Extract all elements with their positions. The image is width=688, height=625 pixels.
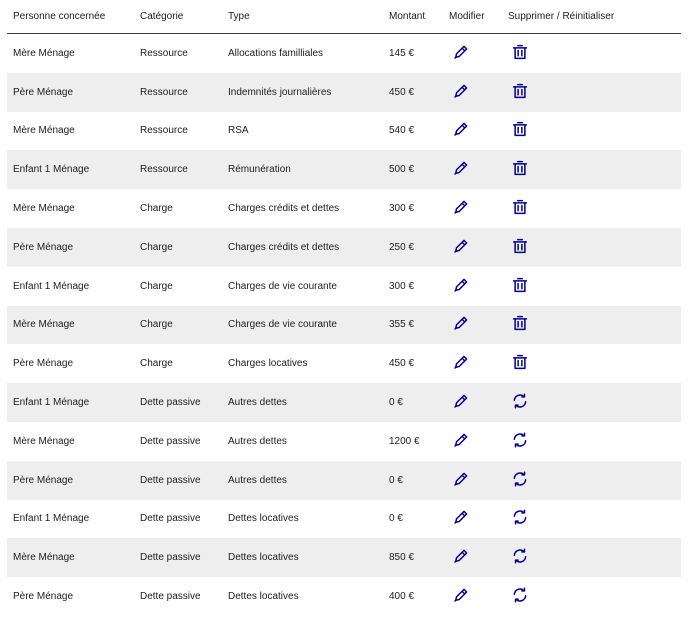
edit-button[interactable] [452, 470, 470, 488]
delete-button[interactable] [511, 198, 529, 216]
cell-category: Dette passive [140, 435, 201, 447]
cell-category: Charge [140, 203, 173, 215]
reset-button[interactable] [511, 586, 529, 604]
table-row [7, 150, 681, 189]
cell-action [502, 189, 681, 228]
header-category: Catégorie [134, 0, 222, 34]
cell-type: Autres dettes [222, 383, 383, 422]
table-row [7, 461, 681, 500]
cell-amount: 450 € [389, 358, 415, 370]
cell-person: Enfant 1 Ménage [13, 513, 90, 525]
delete-button[interactable] [511, 43, 529, 61]
edit-button[interactable] [452, 237, 470, 255]
cell-action [502, 267, 681, 306]
trash-icon [511, 159, 529, 177]
trash-icon [511, 82, 529, 100]
cell-person: Père Ménage [7, 228, 134, 267]
cell-edit [443, 306, 502, 345]
cell-type: Charges de vie courante [228, 280, 337, 292]
cell-amount: 250 € [383, 228, 443, 267]
refresh-icon [511, 392, 529, 410]
cell-edit [443, 422, 502, 461]
cell-edit [443, 538, 502, 577]
cell-amount: 450 € [383, 73, 443, 112]
trash-icon [511, 43, 529, 61]
cell-category: Charge [134, 228, 222, 267]
cell-action [502, 344, 681, 383]
cell-person: Mère Ménage [13, 435, 75, 447]
cell-action [502, 500, 681, 539]
header-row [7, 0, 681, 34]
pencil-icon [452, 198, 470, 216]
refresh-icon [511, 547, 529, 565]
cell-action [502, 228, 681, 267]
cell-edit [443, 228, 502, 267]
cell-amount: 145 € [389, 47, 415, 59]
header-action: Supprimer / Réinitialiser [502, 0, 681, 34]
pencil-icon [452, 120, 470, 138]
cell-edit [443, 267, 502, 306]
cell-category: Dette passive [134, 461, 222, 500]
cell-action [502, 73, 681, 112]
cell-action [502, 34, 681, 73]
cell-edit [443, 383, 502, 422]
delete-button[interactable] [511, 314, 529, 332]
edit-button[interactable] [452, 276, 470, 294]
cell-person: Père Ménage [13, 358, 74, 370]
reset-button[interactable] [511, 392, 529, 410]
cell-category: Ressource [140, 47, 188, 59]
trash-icon [511, 237, 529, 255]
cell-person: Mère Ménage [7, 538, 134, 577]
edit-button[interactable] [452, 392, 470, 410]
table-row [7, 73, 681, 112]
table-row [7, 577, 681, 616]
cell-type: Indemnités journalières [222, 73, 383, 112]
cell-person: Père Ménage [13, 591, 74, 603]
delete-button[interactable] [511, 120, 529, 138]
header-person: Personne concernée [7, 0, 134, 34]
pencil-icon [452, 586, 470, 604]
cell-edit [443, 500, 502, 539]
pencil-icon [452, 392, 470, 410]
cell-amount: 500 € [383, 150, 443, 189]
edit-button[interactable] [452, 82, 470, 100]
cell-category: Charge [140, 358, 173, 370]
table-header [7, 0, 681, 34]
cell-edit [443, 150, 502, 189]
edit-button[interactable] [452, 586, 470, 604]
refresh-icon [511, 586, 529, 604]
cell-amount: 0 € [383, 461, 443, 500]
cell-type: Autres dettes [222, 461, 383, 500]
table-row [7, 228, 681, 267]
cell-type: Rémunération [222, 150, 383, 189]
pencil-icon [452, 470, 470, 488]
pencil-icon [452, 276, 470, 294]
table-body [7, 34, 681, 616]
edit-button[interactable] [452, 547, 470, 565]
delete-button[interactable] [511, 237, 529, 255]
cell-type: Dettes locatives [228, 591, 299, 603]
cell-amount: 400 € [389, 591, 415, 603]
table-row [7, 34, 681, 73]
cell-edit [443, 189, 502, 228]
cell-person: Enfant 1 Ménage [7, 150, 134, 189]
header-amount: Montant [383, 0, 443, 34]
pencil-icon [452, 82, 470, 100]
trash-icon [511, 198, 529, 216]
cell-edit [443, 461, 502, 500]
cell-type: Autres dettes [228, 435, 287, 447]
cell-amount: 300 € [389, 203, 415, 215]
pencil-icon [452, 431, 470, 449]
cell-type: Charges crédits et dettes [222, 228, 383, 267]
cell-edit [443, 577, 502, 616]
cell-amount: 540 € [389, 125, 415, 137]
edit-button[interactable] [452, 431, 470, 449]
budget-lines-table [7, 0, 681, 616]
refresh-icon [511, 431, 529, 449]
cell-edit [443, 112, 502, 151]
edit-button[interactable] [452, 353, 470, 371]
cell-action [502, 150, 681, 189]
cell-action [502, 577, 681, 616]
table-row [7, 306, 681, 345]
pencil-icon [452, 353, 470, 371]
cell-category: Dette passive [140, 513, 201, 525]
edit-button[interactable] [452, 159, 470, 177]
cell-person: Père Ménage [7, 461, 134, 500]
cell-category: Ressource [140, 125, 188, 137]
pencil-icon [452, 159, 470, 177]
cell-action [502, 383, 681, 422]
reset-button[interactable] [511, 470, 529, 488]
cell-person: Enfant 1 Ménage [7, 383, 134, 422]
trash-icon [511, 314, 529, 332]
reset-button[interactable] [511, 431, 529, 449]
pencil-icon [452, 547, 470, 565]
budget-table-container [7, 0, 681, 616]
reset-button[interactable] [511, 508, 529, 526]
cell-amount: 850 € [383, 538, 443, 577]
delete-button[interactable] [511, 159, 529, 177]
trash-icon [511, 120, 529, 138]
cell-person: Mère Ménage [13, 125, 75, 137]
cell-amount: 1200 € [389, 435, 420, 447]
cell-edit [443, 34, 502, 73]
cell-type: Dettes locatives [222, 538, 383, 577]
pencil-icon [452, 43, 470, 61]
trash-icon [511, 353, 529, 371]
cell-amount: 0 € [383, 383, 443, 422]
cell-type: Charges de vie courante [222, 306, 383, 345]
table-row [7, 538, 681, 577]
table-row [7, 189, 681, 228]
edit-button[interactable] [452, 43, 470, 61]
cell-edit [443, 73, 502, 112]
cell-type: Charges crédits et dettes [228, 203, 340, 215]
cell-action [502, 306, 681, 345]
cell-category: Dette passive [140, 591, 201, 603]
edit-button[interactable] [452, 508, 470, 526]
trash-icon [511, 276, 529, 294]
cell-type: Allocations familliales [228, 47, 324, 59]
cell-amount: 300 € [389, 280, 415, 292]
table-row [7, 112, 681, 151]
table-row [7, 422, 681, 461]
delete-button[interactable] [511, 276, 529, 294]
cell-category: Charge [134, 306, 222, 345]
cell-action [502, 422, 681, 461]
cell-category: Charge [140, 280, 173, 292]
cell-edit [443, 344, 502, 383]
pencil-icon [452, 508, 470, 526]
table-row [7, 383, 681, 422]
cell-action [502, 112, 681, 151]
table-row [7, 344, 681, 383]
cell-type: Charges locatives [228, 358, 308, 370]
cell-category: Dette passive [134, 383, 222, 422]
refresh-icon [511, 508, 529, 526]
reset-button[interactable] [511, 547, 529, 565]
edit-button[interactable] [452, 314, 470, 332]
cell-category: Dette passive [134, 538, 222, 577]
cell-person: Mère Ménage [7, 306, 134, 345]
table-row [7, 500, 681, 539]
pencil-icon [452, 314, 470, 332]
header-edit: Modifier [443, 0, 502, 34]
pencil-icon [452, 237, 470, 255]
cell-type: Dettes locatives [228, 513, 299, 525]
refresh-icon [511, 470, 529, 488]
edit-button[interactable] [452, 120, 470, 138]
edit-button[interactable] [452, 198, 470, 216]
table-row [7, 267, 681, 306]
cell-category: Ressource [134, 150, 222, 189]
cell-amount: 355 € [383, 306, 443, 345]
cell-amount: 0 € [389, 513, 403, 525]
delete-button[interactable] [511, 353, 529, 371]
cell-person: Père Ménage [7, 73, 134, 112]
cell-person: Mère Ménage [13, 203, 75, 215]
delete-button[interactable] [511, 82, 529, 100]
cell-category: Ressource [134, 73, 222, 112]
cell-action [502, 538, 681, 577]
cell-action [502, 461, 681, 500]
header-type: Type [222, 0, 383, 34]
cell-type: RSA [228, 125, 249, 137]
cell-person: Mère Ménage [13, 47, 75, 59]
cell-person: Enfant 1 Ménage [13, 280, 90, 292]
